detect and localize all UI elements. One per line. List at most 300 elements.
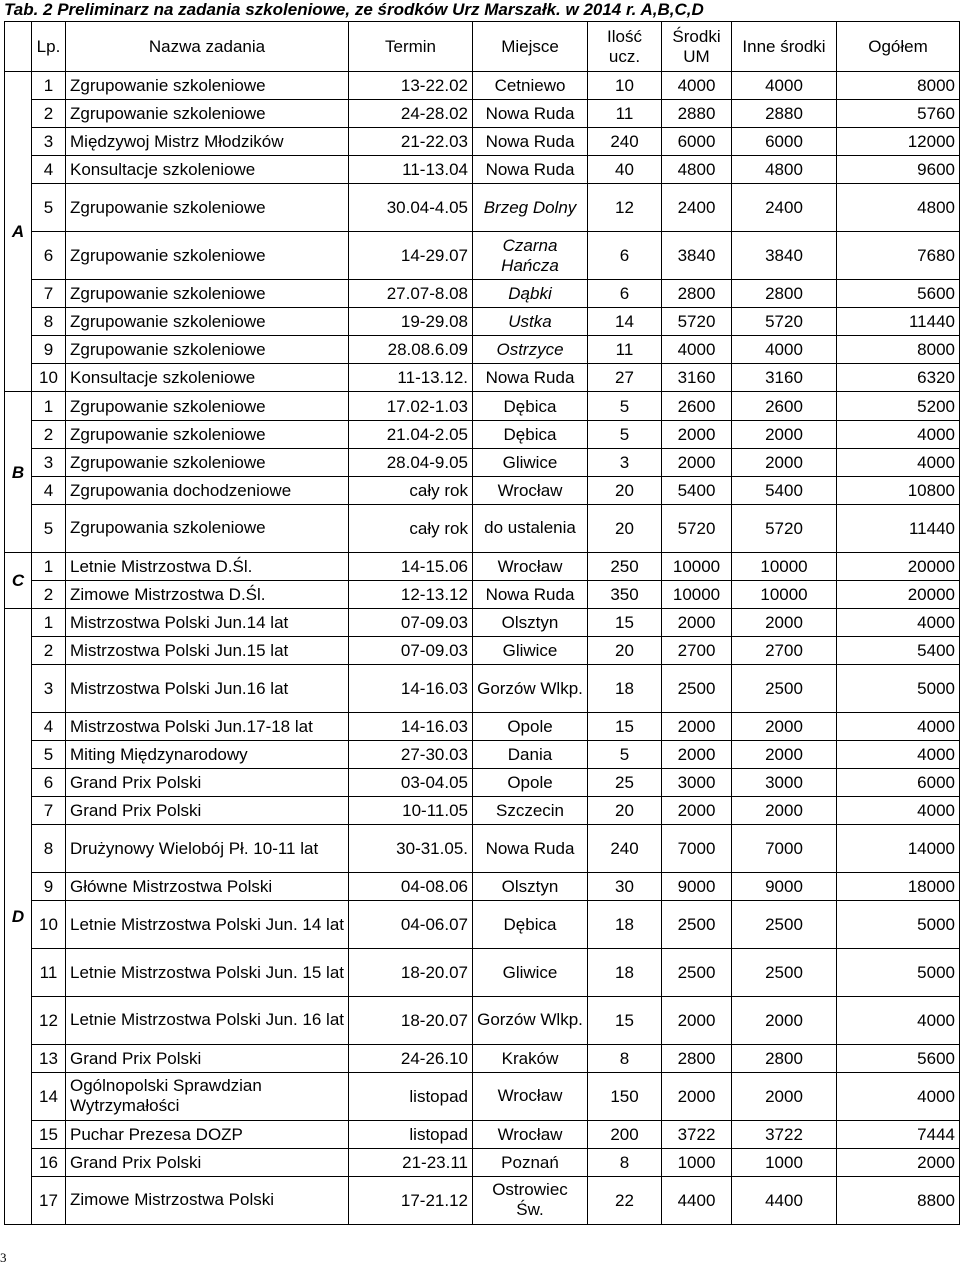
cell-total: 5200 (837, 392, 960, 420)
cell-other: 2400 (732, 184, 837, 232)
table-row (5, 636, 960, 664)
cell-other: 7000 (732, 825, 837, 873)
cell-date: 04-08.06 (349, 873, 473, 901)
table-row (5, 741, 960, 769)
cell-date: 21-22.03 (349, 128, 473, 156)
cell-um: 2000 (662, 996, 732, 1044)
cell-name: Zgrupowanie szkoleniowe (66, 184, 349, 232)
table-row (5, 336, 960, 364)
cell-place: Czarna Hańcza (473, 232, 588, 280)
table-row (5, 156, 960, 184)
group-label: D (5, 608, 32, 1224)
cell-place: do ustalenia (473, 504, 588, 552)
cell-date: 03-04.05 (349, 769, 473, 797)
cell-name: Zgrupowanie szkoleniowe (66, 420, 349, 448)
table-row (5, 901, 960, 949)
cell-name: Letnie Mistrzostwa Polski Jun. 15 lat (66, 949, 349, 997)
cell-place: Dębica (473, 901, 588, 949)
cell-lp: 14 (32, 1072, 66, 1120)
cell-date: cały rok (349, 476, 473, 504)
cell-place: Wrocław (473, 552, 588, 580)
header-name: Nazwa zadania (66, 22, 349, 72)
cell-count: 8 (588, 1148, 662, 1176)
cell-name: Grand Prix Polski (66, 797, 349, 825)
cell-date: 04-06.07 (349, 901, 473, 949)
cell-name: Letnie Mistrzostwa Polski Jun. 16 lat (66, 996, 349, 1044)
cell-name: Mistrzostwa Polski Jun.17-18 lat (66, 712, 349, 740)
cell-lp: 10 (32, 901, 66, 949)
cell-date: 24-28.02 (349, 100, 473, 128)
cell-date: 10-11.05 (349, 797, 473, 825)
cell-total: 12000 (837, 128, 960, 156)
cell-other: 2000 (732, 797, 837, 825)
cell-count: 18 (588, 665, 662, 713)
cell-um: 2000 (662, 741, 732, 769)
cell-name: Puchar Prezesa DOZP (66, 1120, 349, 1148)
table-row (5, 1120, 960, 1148)
cell-total: 20000 (837, 580, 960, 608)
cell-place: Gorzów Wlkp. (473, 996, 588, 1044)
header-total: Ogółem (837, 22, 960, 72)
cell-count: 15 (588, 996, 662, 1044)
cell-count: 6 (588, 280, 662, 308)
cell-place: Nowa Ruda (473, 825, 588, 873)
cell-place: Ostrzyce (473, 336, 588, 364)
cell-um: 3160 (662, 364, 732, 392)
training-plan-table (4, 21, 960, 1225)
table-row (5, 420, 960, 448)
page-number: 3 (0, 1250, 7, 1265)
cell-name: Mistrzostwa Polski Jun.14 lat (66, 608, 349, 636)
cell-place: Gorzów Wlkp. (473, 665, 588, 713)
cell-um: 3722 (662, 1120, 732, 1148)
cell-lp: 2 (32, 580, 66, 608)
cell-total: 11440 (837, 504, 960, 552)
cell-lp: 1 (32, 392, 66, 420)
cell-name: Zgrupowanie szkoleniowe (66, 308, 349, 336)
cell-count: 20 (588, 797, 662, 825)
header-lp: Lp. (32, 22, 66, 72)
cell-lp: 6 (32, 232, 66, 280)
cell-place: Ostrowiec Św. (473, 1176, 588, 1224)
cell-um: 9000 (662, 873, 732, 901)
cell-lp: 8 (32, 825, 66, 873)
table-row (5, 184, 960, 232)
cell-date: 30-31.05. (349, 825, 473, 873)
table-row (5, 308, 960, 336)
cell-place: Opole (473, 712, 588, 740)
cell-lp: 6 (32, 769, 66, 797)
cell-count: 12 (588, 184, 662, 232)
cell-other: 2500 (732, 949, 837, 997)
cell-place: Wrocław (473, 1072, 588, 1120)
table-row (5, 825, 960, 873)
cell-date: 24-26.10 (349, 1044, 473, 1072)
cell-place: Olsztyn (473, 873, 588, 901)
cell-lp: 4 (32, 156, 66, 184)
cell-lp: 9 (32, 873, 66, 901)
cell-um: 4000 (662, 72, 732, 100)
cell-name: Zimowe Mistrzostwa Polski (66, 1176, 349, 1224)
cell-place: Ustka (473, 308, 588, 336)
cell-place: Dębica (473, 420, 588, 448)
cell-um: 2800 (662, 1044, 732, 1072)
cell-other: 9000 (732, 873, 837, 901)
cell-total: 9600 (837, 156, 960, 184)
cell-um: 2500 (662, 665, 732, 713)
cell-total: 4000 (837, 448, 960, 476)
cell-lp: 7 (32, 797, 66, 825)
cell-other: 2700 (732, 636, 837, 664)
cell-other: 6000 (732, 128, 837, 156)
cell-count: 240 (588, 128, 662, 156)
cell-date: 19-29.08 (349, 308, 473, 336)
cell-lp: 2 (32, 100, 66, 128)
cell-count: 200 (588, 1120, 662, 1148)
cell-count: 30 (588, 873, 662, 901)
header-date: Termin (349, 22, 473, 72)
cell-other: 2000 (732, 1072, 837, 1120)
cell-count: 11 (588, 336, 662, 364)
cell-um: 5720 (662, 504, 732, 552)
cell-name: Drużynowy Wielobój Pł. 10-11 lat (66, 825, 349, 873)
cell-total: 8000 (837, 336, 960, 364)
cell-date: 21-23.11 (349, 1148, 473, 1176)
cell-um: 5720 (662, 308, 732, 336)
cell-lp: 13 (32, 1044, 66, 1072)
cell-total: 4800 (837, 184, 960, 232)
cell-um: 2000 (662, 797, 732, 825)
cell-other: 2000 (732, 741, 837, 769)
cell-date: 28.04-9.05 (349, 448, 473, 476)
cell-total: 2000 (837, 1148, 960, 1176)
cell-other: 2000 (732, 996, 837, 1044)
cell-date: 11-13.12. (349, 364, 473, 392)
cell-um: 3000 (662, 769, 732, 797)
cell-total: 14000 (837, 825, 960, 873)
table-row (5, 128, 960, 156)
cell-date: 28.08.6.09 (349, 336, 473, 364)
cell-place: Olsztyn (473, 608, 588, 636)
cell-count: 20 (588, 636, 662, 664)
cell-date: cały rok (349, 504, 473, 552)
cell-date: 14-29.07 (349, 232, 473, 280)
table-row (5, 504, 960, 552)
cell-um: 6000 (662, 128, 732, 156)
cell-count: 14 (588, 308, 662, 336)
cell-place: Poznań (473, 1148, 588, 1176)
cell-total: 8800 (837, 1176, 960, 1224)
cell-total: 20000 (837, 552, 960, 580)
table-row (5, 797, 960, 825)
table-row (5, 873, 960, 901)
cell-lp: 5 (32, 741, 66, 769)
group-label: A (5, 72, 32, 392)
cell-count: 5 (588, 741, 662, 769)
cell-name: Miting Międzynarodowy (66, 741, 349, 769)
cell-other: 1000 (732, 1148, 837, 1176)
cell-other: 10000 (732, 552, 837, 580)
cell-lp: 5 (32, 504, 66, 552)
cell-count: 22 (588, 1176, 662, 1224)
cell-um: 10000 (662, 552, 732, 580)
cell-date: 14-15.06 (349, 552, 473, 580)
table-row (5, 552, 960, 580)
cell-place: Opole (473, 769, 588, 797)
cell-lp: 17 (32, 1176, 66, 1224)
cell-place: Gliwice (473, 949, 588, 997)
cell-other: 2500 (732, 901, 837, 949)
cell-count: 20 (588, 476, 662, 504)
cell-place: Cetniewo (473, 72, 588, 100)
table-row (5, 608, 960, 636)
cell-other: 2880 (732, 100, 837, 128)
cell-other: 4800 (732, 156, 837, 184)
group-label: C (5, 552, 32, 608)
cell-other: 4000 (732, 72, 837, 100)
cell-total: 4000 (837, 797, 960, 825)
table-row (5, 392, 960, 420)
cell-total: 5760 (837, 100, 960, 128)
cell-total: 5400 (837, 636, 960, 664)
cell-count: 350 (588, 580, 662, 608)
cell-other: 4000 (732, 336, 837, 364)
cell-date: 18-20.07 (349, 996, 473, 1044)
cell-lp: 1 (32, 72, 66, 100)
cell-other: 2000 (732, 608, 837, 636)
table-row (5, 769, 960, 797)
cell-name: Grand Prix Polski (66, 769, 349, 797)
cell-other: 3160 (732, 364, 837, 392)
cell-other: 2800 (732, 280, 837, 308)
cell-count: 250 (588, 552, 662, 580)
cell-count: 8 (588, 1044, 662, 1072)
cell-um: 4800 (662, 156, 732, 184)
cell-name: Zgrupowanie szkoleniowe (66, 100, 349, 128)
table-row (5, 665, 960, 713)
table-header (5, 22, 960, 72)
cell-total: 4000 (837, 420, 960, 448)
cell-name: Zgrupowanie szkoleniowe (66, 336, 349, 364)
cell-other: 2000 (732, 420, 837, 448)
cell-name: Ogólnopolski Sprawdzian Wytrzymałości (66, 1072, 349, 1120)
cell-name: Konsultacje szkoleniowe (66, 364, 349, 392)
cell-place: Brzeg Dolny (473, 184, 588, 232)
cell-total: 6320 (837, 364, 960, 392)
cell-date: 18-20.07 (349, 949, 473, 997)
cell-date: 07-09.03 (349, 636, 473, 664)
table-row (5, 1044, 960, 1072)
cell-lp: 15 (32, 1120, 66, 1148)
cell-other: 3722 (732, 1120, 837, 1148)
cell-place: Nowa Ruda (473, 100, 588, 128)
cell-count: 150 (588, 1072, 662, 1120)
cell-lp: 16 (32, 1148, 66, 1176)
cell-name: Zgrupowanie szkoleniowe (66, 232, 349, 280)
cell-place: Nowa Ruda (473, 156, 588, 184)
header-um: Środki UM (662, 22, 732, 72)
cell-date: 11-13.04 (349, 156, 473, 184)
cell-total: 7444 (837, 1120, 960, 1148)
cell-count: 15 (588, 712, 662, 740)
cell-um: 4000 (662, 336, 732, 364)
table-body (5, 72, 960, 1225)
table-row (5, 476, 960, 504)
cell-date: 12-13.12 (349, 580, 473, 608)
cell-lp: 4 (32, 476, 66, 504)
cell-name: Letnie Mistrzostwa Polski Jun. 14 lat (66, 901, 349, 949)
cell-total: 4000 (837, 996, 960, 1044)
cell-date: listopad (349, 1120, 473, 1148)
cell-place: Dania (473, 741, 588, 769)
cell-place: Szczecin (473, 797, 588, 825)
header-other: Inne środki (732, 22, 837, 72)
cell-date: 27-30.03 (349, 741, 473, 769)
cell-lp: 2 (32, 420, 66, 448)
cell-count: 25 (588, 769, 662, 797)
cell-place: Dąbki (473, 280, 588, 308)
cell-other: 3840 (732, 232, 837, 280)
cell-um: 2700 (662, 636, 732, 664)
cell-date: 14-16.03 (349, 665, 473, 713)
cell-name: Mistrzostwa Polski Jun.15 lat (66, 636, 349, 664)
table-row (5, 712, 960, 740)
cell-um: 3840 (662, 232, 732, 280)
cell-um: 2000 (662, 712, 732, 740)
cell-um: 4400 (662, 1176, 732, 1224)
cell-um: 2600 (662, 392, 732, 420)
table-row (5, 580, 960, 608)
table-row (5, 280, 960, 308)
cell-total: 5000 (837, 949, 960, 997)
cell-total: 4000 (837, 741, 960, 769)
cell-count: 5 (588, 392, 662, 420)
cell-place: Wrocław (473, 1120, 588, 1148)
cell-lp: 12 (32, 996, 66, 1044)
cell-date: 17-21.12 (349, 1176, 473, 1224)
cell-um: 5400 (662, 476, 732, 504)
cell-name: Główne Mistrzostwa Polski (66, 873, 349, 901)
cell-other: 2500 (732, 665, 837, 713)
cell-place: Kraków (473, 1044, 588, 1072)
cell-um: 7000 (662, 825, 732, 873)
cell-um: 10000 (662, 580, 732, 608)
cell-um: 2500 (662, 901, 732, 949)
cell-name: Międzywoj Mistrz Młodzików (66, 128, 349, 156)
cell-um: 2000 (662, 420, 732, 448)
cell-lp: 8 (32, 308, 66, 336)
table-row (5, 364, 960, 392)
cell-count: 18 (588, 901, 662, 949)
cell-count: 6 (588, 232, 662, 280)
cell-count: 11 (588, 100, 662, 128)
cell-other: 2600 (732, 392, 837, 420)
cell-lp: 3 (32, 448, 66, 476)
cell-lp: 9 (32, 336, 66, 364)
cell-total: 11440 (837, 308, 960, 336)
cell-count: 40 (588, 156, 662, 184)
table-row (5, 100, 960, 128)
cell-date: 07-09.03 (349, 608, 473, 636)
table-row (5, 1148, 960, 1176)
cell-date: 13-22.02 (349, 72, 473, 100)
document-title: Tab. 2 Preliminarz na zadania szkoleniowe, ze środków Urz Marszałk. w 2014 r. A,B,C,D (4, 0, 704, 19)
cell-um: 1000 (662, 1148, 732, 1176)
cell-date: 17.02-1.03 (349, 392, 473, 420)
header-place: Miejsce (473, 22, 588, 72)
cell-name: Zgrupowania szkoleniowe (66, 504, 349, 552)
cell-other: 4400 (732, 1176, 837, 1224)
cell-other: 5400 (732, 476, 837, 504)
cell-name: Konsultacje szkoleniowe (66, 156, 349, 184)
cell-other: 5720 (732, 504, 837, 552)
cell-count: 20 (588, 504, 662, 552)
cell-name: Zimowe Mistrzostwa D.Śl. (66, 580, 349, 608)
cell-total: 5600 (837, 280, 960, 308)
cell-count: 27 (588, 364, 662, 392)
cell-name: Zgrupowanie szkoleniowe (66, 72, 349, 100)
cell-total: 5600 (837, 1044, 960, 1072)
cell-name: Grand Prix Polski (66, 1148, 349, 1176)
cell-date: listopad (349, 1072, 473, 1120)
cell-count: 240 (588, 825, 662, 873)
table-row (5, 232, 960, 280)
cell-um: 2400 (662, 184, 732, 232)
cell-other: 2800 (732, 1044, 837, 1072)
cell-other: 5720 (732, 308, 837, 336)
cell-lp: 2 (32, 636, 66, 664)
cell-um: 2880 (662, 100, 732, 128)
cell-place: Dębica (473, 392, 588, 420)
group-label: B (5, 392, 32, 552)
cell-place: Nowa Ruda (473, 364, 588, 392)
cell-total: 4000 (837, 712, 960, 740)
cell-name: Zgrupowanie szkoleniowe (66, 392, 349, 420)
cell-lp: 11 (32, 949, 66, 997)
cell-total: 10800 (837, 476, 960, 504)
cell-lp: 5 (32, 184, 66, 232)
cell-name: Zgrupowania dochodzeniowe (66, 476, 349, 504)
cell-lp: 1 (32, 552, 66, 580)
cell-other: 2000 (732, 448, 837, 476)
cell-total: 5000 (837, 665, 960, 713)
cell-total: 7680 (837, 232, 960, 280)
cell-um: 2500 (662, 949, 732, 997)
cell-place: Wrocław (473, 476, 588, 504)
cell-lp: 7 (32, 280, 66, 308)
cell-place: Gliwice (473, 448, 588, 476)
cell-name: Mistrzostwa Polski Jun.16 lat (66, 665, 349, 713)
table-row (5, 72, 960, 100)
cell-total: 6000 (837, 769, 960, 797)
header-count: Ilość ucz. (588, 22, 662, 72)
cell-place: Gliwice (473, 636, 588, 664)
table-row (5, 448, 960, 476)
cell-um: 2000 (662, 608, 732, 636)
table-row (5, 1072, 960, 1120)
cell-name: Zgrupowanie szkoleniowe (66, 448, 349, 476)
cell-count: 18 (588, 949, 662, 997)
cell-count: 5 (588, 420, 662, 448)
cell-lp: 10 (32, 364, 66, 392)
cell-date: 27.07-8.08 (349, 280, 473, 308)
cell-name: Grand Prix Polski (66, 1044, 349, 1072)
table-row (5, 949, 960, 997)
cell-total: 4000 (837, 608, 960, 636)
cell-lp: 1 (32, 608, 66, 636)
cell-other: 2000 (732, 712, 837, 740)
cell-um: 2000 (662, 448, 732, 476)
